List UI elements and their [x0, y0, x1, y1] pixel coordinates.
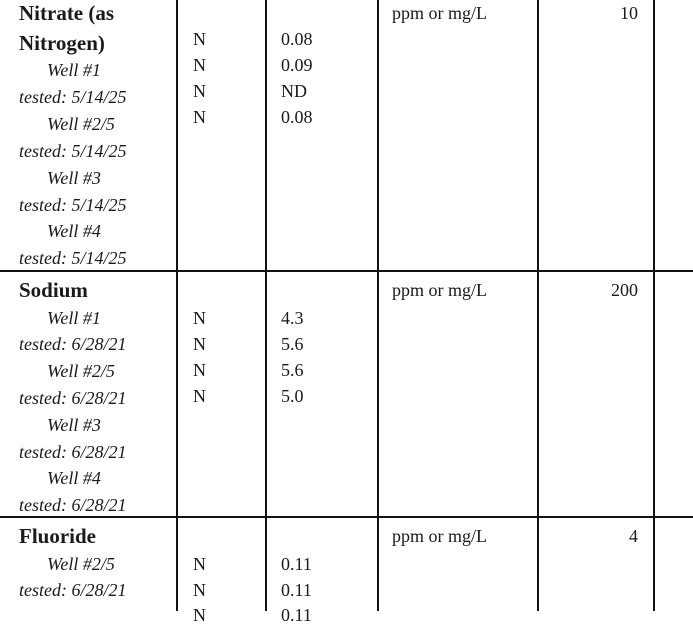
contaminant-name: Sodium: [19, 278, 88, 302]
violation-flag: N: [193, 81, 206, 101]
well-label: Well #1: [47, 308, 101, 328]
test-date: tested: 5/14/25: [19, 195, 127, 215]
test-date: tested: 6/28/21: [19, 495, 127, 515]
well-label: Well #3: [47, 415, 101, 435]
column-divider: [265, 0, 267, 611]
well-label: Well #3: [47, 168, 101, 188]
column-divider: [377, 0, 379, 611]
column-divider: [176, 0, 178, 611]
violation-flag: N: [193, 29, 206, 49]
test-date: tested: 5/14/25: [19, 248, 127, 268]
level-detected: 0.11: [281, 554, 312, 574]
violation-flag: N: [193, 334, 206, 354]
violation-flag: N: [193, 386, 206, 406]
violation-flag: N: [193, 308, 206, 328]
well-label: Well #2/5: [47, 554, 115, 574]
level-detected: ND: [281, 81, 307, 101]
test-date: tested: 6/28/21: [19, 442, 127, 462]
test-date: tested: 6/28/21: [19, 580, 127, 600]
level-detected: 0.11: [281, 580, 312, 600]
column-divider: [653, 0, 655, 611]
unit-of-measure: ppm or mg/L: [392, 3, 487, 23]
test-date: tested: 5/14/25: [19, 141, 127, 161]
well-label: Well #4: [47, 468, 101, 488]
violation-flag: N: [193, 605, 206, 625]
violation-flag: N: [193, 107, 206, 127]
level-detected: 0.08: [281, 29, 313, 49]
test-date: tested: 5/14/25: [19, 87, 127, 107]
test-date: tested: 6/28/21: [19, 334, 127, 354]
unit-of-measure: ppm or mg/L: [392, 280, 487, 300]
level-detected: 4.3: [281, 308, 304, 328]
violation-flag: N: [193, 580, 206, 600]
clipped-row: [0, 598, 693, 625]
level-detected: 5.0: [281, 386, 304, 406]
mcl-value: 200: [611, 280, 638, 300]
test-date: tested: 6/28/21: [19, 388, 127, 408]
level-detected: 0.09: [281, 55, 313, 75]
violation-flag: N: [193, 554, 206, 574]
mcl-value: 10: [620, 3, 638, 23]
well-label: Well #2/5: [47, 361, 115, 381]
violation-flag: N: [193, 360, 206, 380]
mcl-value: 4: [629, 526, 638, 546]
contaminant-name: Nitrate (as: [19, 1, 115, 25]
violation-flag: N: [193, 55, 206, 75]
contaminant-name: Nitrogen): [19, 31, 105, 55]
well-label: Well #4: [47, 221, 101, 241]
column-divider: [537, 0, 539, 611]
level-detected: 5.6: [281, 360, 304, 380]
well-label: Well #2/5: [47, 114, 115, 134]
level-detected: 0.08: [281, 107, 313, 127]
level-detected: 0.11: [281, 605, 312, 625]
level-detected: 5.6: [281, 334, 304, 354]
contaminant-name: Fluoride: [19, 524, 96, 548]
unit-of-measure: ppm or mg/L: [392, 526, 487, 546]
well-label: Well #1: [47, 60, 101, 80]
